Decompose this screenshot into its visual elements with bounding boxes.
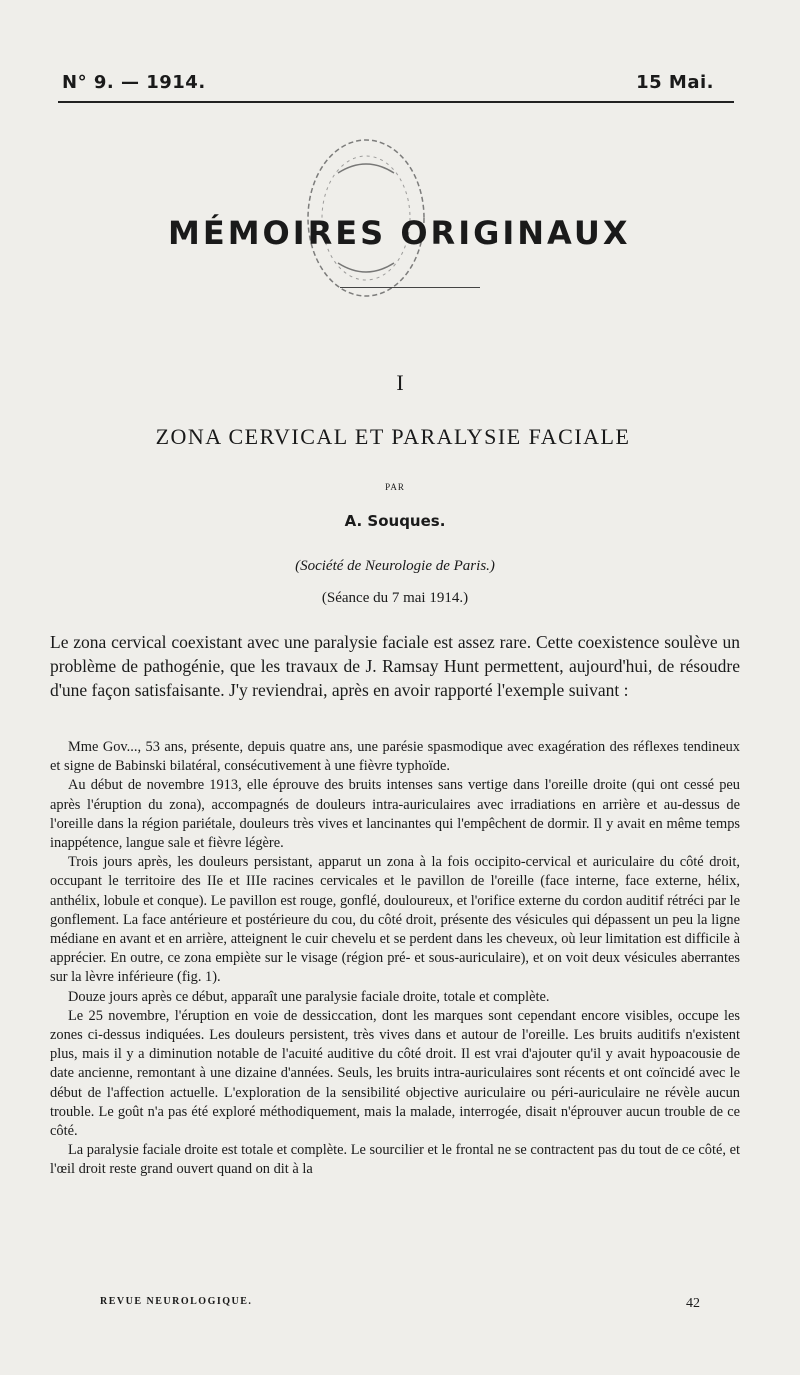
observation-paragraph: Douze jours après ce début, apparaît une paralysie faciale droite, totale et complète. xyxy=(68,988,550,1005)
section-title: MÉMOIRES ORIGINAUX xyxy=(168,214,631,252)
observation-paragraph: Trois jours après, les douleurs persistant, apparut un zona à la fois occipito-cervical et auriculaire du côté droit, occupant le territoire des IIe et IIIe racines cervicales et le pavillon de l'oreille (face interne, face externe, hélix, anthélix, lobule et conque). Le pavillon est rouge, gonflé, douloureux, et l'orifice externe du cordon auditif rétréci par le gonflement. La face antérieure et postérieure du cou, du côté droit, présente des vésicules qui dépassent un peu la ligne médiane en avant et en arrière, atteignent le cuir chevelu et se perdent dans les cheveux, où leur limitation est difficile à apprécier. En outre, ce zona empiète sur le visage (région pré- et sous-auriculaire), et on voit deux vésicules aberrantes sur la lèvre inférieure (fig. 1). xyxy=(50,854,740,986)
journal-name: REVUE NEUROLOGIQUE. xyxy=(100,1296,253,1307)
issue-date: 15 Mai. xyxy=(636,72,714,93)
observation-text xyxy=(50,738,740,1180)
by-line-par: PAR xyxy=(385,482,405,492)
header-rule xyxy=(58,101,734,103)
article-title: ZONA CERVICAL ET PARALYSIE FACIALE xyxy=(155,424,631,449)
section-title-rule xyxy=(340,287,480,288)
intro-paragraph: Le zona cervical coexistant avec une paralysie faciale est assez rare. Cette coexistence soulève un problème de pathogénie, que les travaux de J. Ramsay Hunt permettent, aujourd'hui, de résoudre d'une façon satisfaisante. J'y reviendrai, après en avoir rapporté l'exemple suivant : xyxy=(50,632,740,700)
society-line: (Société de Neurologie de Paris.) xyxy=(295,558,495,574)
article-number: I xyxy=(396,370,404,395)
seance-date: (Séance du 7 mai 1914.) xyxy=(321,590,469,606)
observation-paragraph: Le 25 novembre, l'éruption en voie de dessiccation, dont les marques sont cependant encore visibles, occupe les zones ci-dessus indiquées. Les douleurs persistent, très vives dans et autour de l'oreille. Les bruits auditifs n'existent plus, mais il y a diminution notable de l'acuité auditive du côté droit. Il est vrai d'ajouter qu'il y avait hypoacousie de date ancienne, remontant à une dizaine d'années. Seuls, les bruits intra-auriculaires sont récents et ont coïncidé avec le début de l'affection actuelle. L'exploration de la sensibilité objective auriculaire ou péri-auriculaire ne révèle aucun trouble. Le goût n'a pas été exploré méthodiquement, mais la malade, interrogée, disait n'éprouver aucun trouble de ce côté. xyxy=(50,1007,740,1140)
page-number: 42 xyxy=(686,1296,700,1311)
page-footer xyxy=(100,1296,700,1312)
author-name: A. Souques. xyxy=(344,512,446,530)
observation-paragraph: Mme Gov..., 53 ans, présente, depuis quatre ans, une parésie spasmodique avec exagération des réflexes tendineux et signe de Babinski bilatéral, consécutivement à une fièvre typhoïde. xyxy=(50,739,740,775)
observation-paragraph: Au début de novembre 1913, elle éprouve des bruits intenses sans vertige dans l'oreille droite (qui ont cessé peu après l'éruption du zona), accompagnés de douleurs intra-auriculaires avec irradiations en arrière et au-dessus de l'oreille dans la région pariétale, douleurs très vives et lancinantes qui l'empêchent de dormir. Il y avait en même temps inappétence, langue sale et fièvre légère. xyxy=(50,777,740,852)
observation-paragraph: La paralysie faciale droite est totale et complète. Le sourcilier et le frontal ne se contractent pas du tout de ce côté, et l'œil droit reste grand ouvert quand on dit à la xyxy=(50,1142,740,1178)
running-head xyxy=(62,72,714,93)
issue-number: N° 9. — 1914. xyxy=(62,72,206,93)
